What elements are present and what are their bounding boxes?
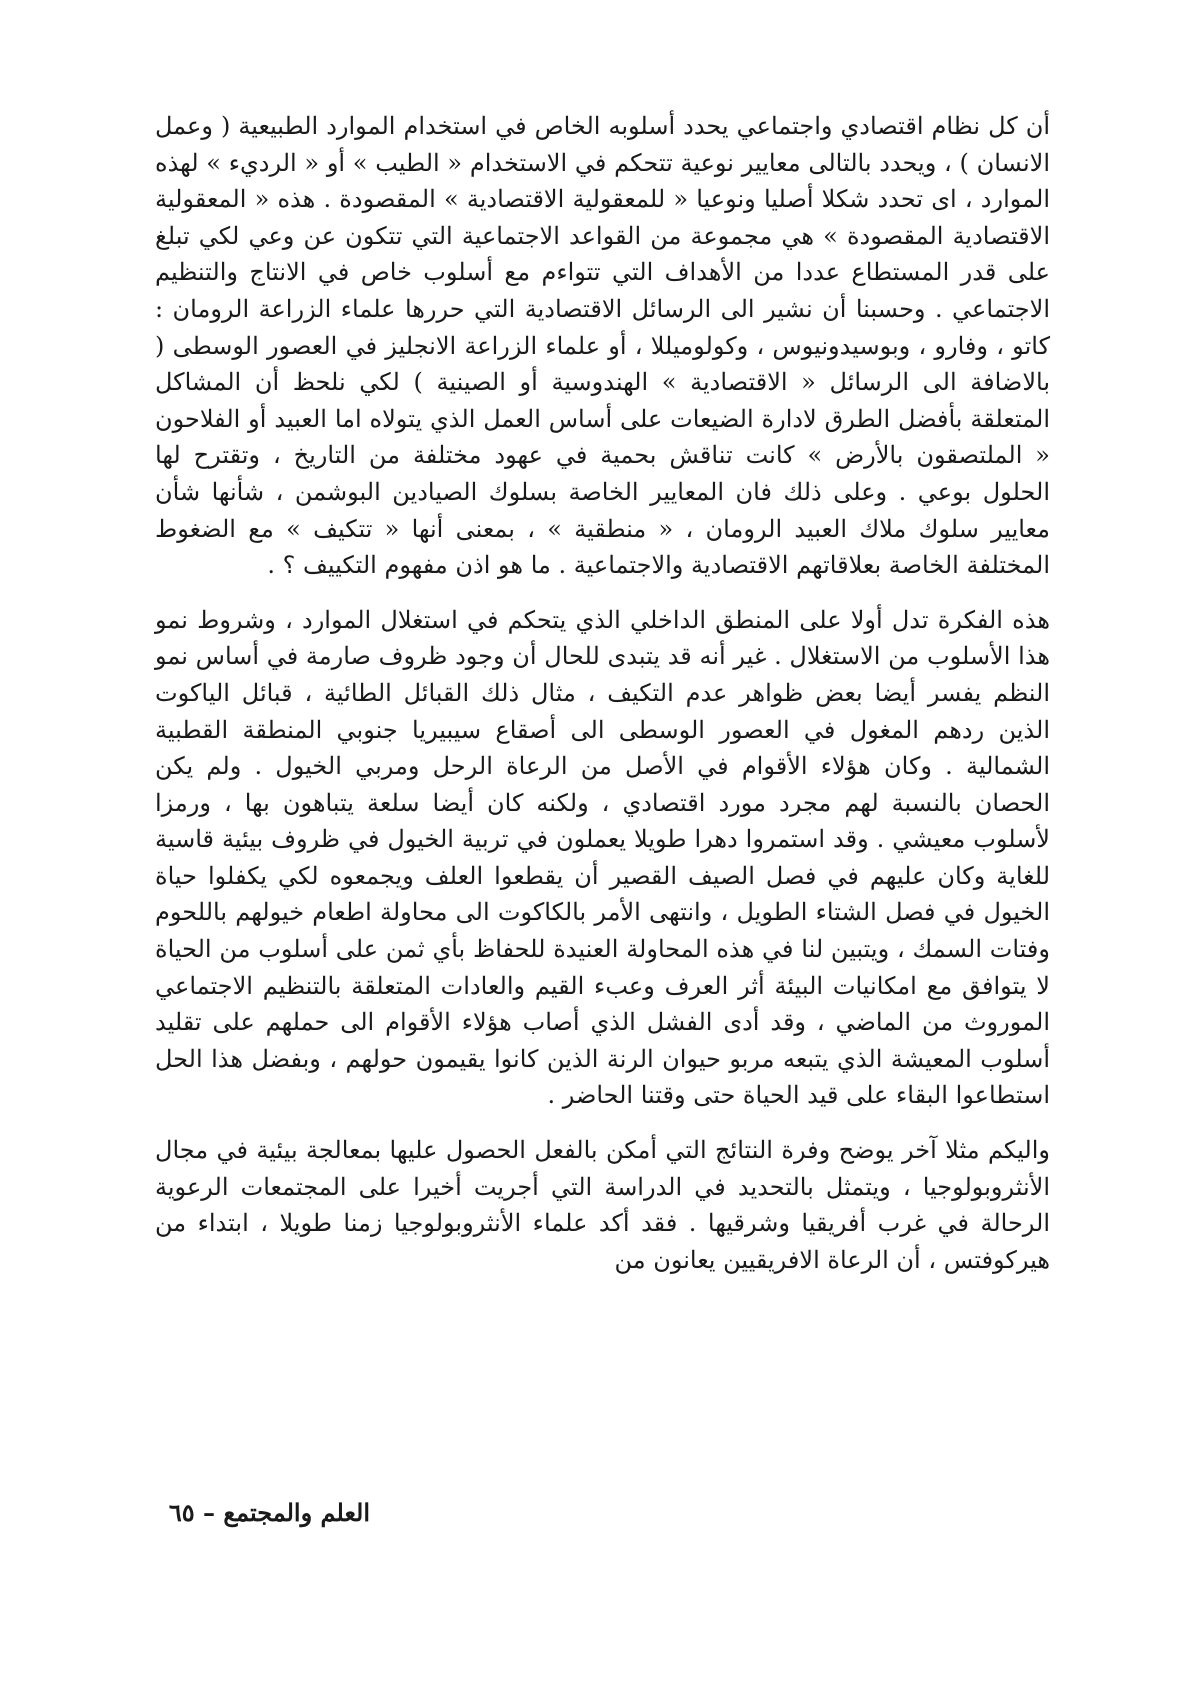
body-paragraph: واليكم مثلا آخر يوضح وفرة النتائج التي أمكن بالفعل الحصول عليها بمعالجة بيئية في مجال الأنثروبولوجيا ، ويتمثل بالتحديد في الدراسة التي أجريت أخيرا على المجتمعات الرعوية الرحالة في غرب أفريقيا وشرقيها . فقد أكد علماء الأنثروبولوجيا زمنا طويلا ، ابتداء من هيركوفتس ، أن الرعاة الافريقيين يعانون من	[155, 1136, 1050, 1274]
body-paragraph: هذه الفكرة تدل أولا على المنطق الداخلي الذي يتحكم في استغلال الموارد ، وشروط نمو هذا الأسلوب من الاستغلال . غير أنه قد يتبدى للحال أن وجود ظروف صارمة في أساس نمو النظم يفسر أيضا بعض ظواهر عدم التكيف ، مثال ذلك القبائل الطائية ، قبائل الياكوت الذين ردهم المغول في العصور الوسطى الى أصقاع سيبيريا جنوبي المنطقة القطبية الشمالية . وكان هؤلاء الأقوام في الأصل من الرعاة الرحل ومربي الخيول . ولم يكن الحصان بالنسبة لهم مجرد مورد اقتصادي ، ولكنه كان أيضا سلعة يتباهون بها ، ورمزا لأسلوب معيشي . وقد استمروا دهرا طويلا يعملون في تربية الخيول في ظروف بيئية قاسية للغاية وكان عليهم في فصل الصيف القصير أن يقطعوا العلف ويجمعوه لكي يكفلوا حياة الخيول في فصل الشتاء الطويل ، وانتهى الأمر بالكاكوت الى محاولة اطعام خيولهم باللحوم وفتات السمك ، ويتبين لنا في هذه المحاولة العنيدة للحفاظ بأي ثمن على أسلوب من الحياة لا يتوافق مع امكانيات البيئة أثر العرف وعبء القيم والعادات المتعلقة بالتنظيم الاجتماعي الموروث من الماضي ، وقد أدى الفشل الذي أصاب هؤلاء الأقوام الى حملهم على تقليد أسلوب المعيشة الذي يتبعه مربو حيوان الرنة الذين كانوا يقيمون حولهم ، وبفضل هذا الحل استطاعوا البقاء على قيد الحياة حتى وقتنا الحاضر .	[155, 605, 1051, 1110]
body-paragraph: أن كل نظام اقتصادي واجتماعي يحدد أسلوبه الخاص في استخدام الموارد الطبيعية ( وعمل الانسان ) ، ويحدد بالتالى معايير نوعية تتحكم في الاستخدام « الطيب » أو « الرديء » لهذه الموارد ، اى تحدد شكلا أصليا ونوعيا « للمعقولية الاقتصادية » المقصودة . هذه « المعقولية الاقتصادية المقصودة » هي مجموعة من القواعد الاجتماعية التي تتكون عن وعي لكي تبلغ على قدر المستطاع عددا من الأهداف التي تتواءم مع أسلوب خاص في الانتاج والتنظيم الاجتماعي . وحسبنا أن نشير الى الرسائل الاقتصادية التي حررها علماء الزراعة الرومان : كاتو ، وفارو ، وبوسيدونيوس ، وكولوميللا ، أو علماء الزراعة الانجليز في العصور الوسطى ( بالاضافة الى الرسائل « الاقتصادية » الهندوسية أو الصينية ) لكي نلحظ أن المشاكل المتعلقة بأفضل الطرق لادارة الضيعات على أساس العمل الذي يتولاه اما العبيد أو الفلاحون « الملتصقون بالأرض » كانت تناقش بحمية في عهود مختلفة من التاريخ ، وتقترح لها الحلول بوعي . وعلى ذلك فان المعايير الخاصة بسلوك الصيادين البوشمن ، شأنها شأن معايير سلوك ملاك العبيد الرومان ، « منطقية » ، بمعنى أنها « تتكيف » مع الضغوط المختلفة الخاصة بعلاقاتهم الاقتصادية والاجتماعية . ما هو اذن مفهوم التكييف ؟ .	[155, 112, 1051, 580]
page-footer: العلم والمجتمع – ٦٥	[168, 1498, 370, 1527]
page-body	[155, 108, 1050, 1278]
